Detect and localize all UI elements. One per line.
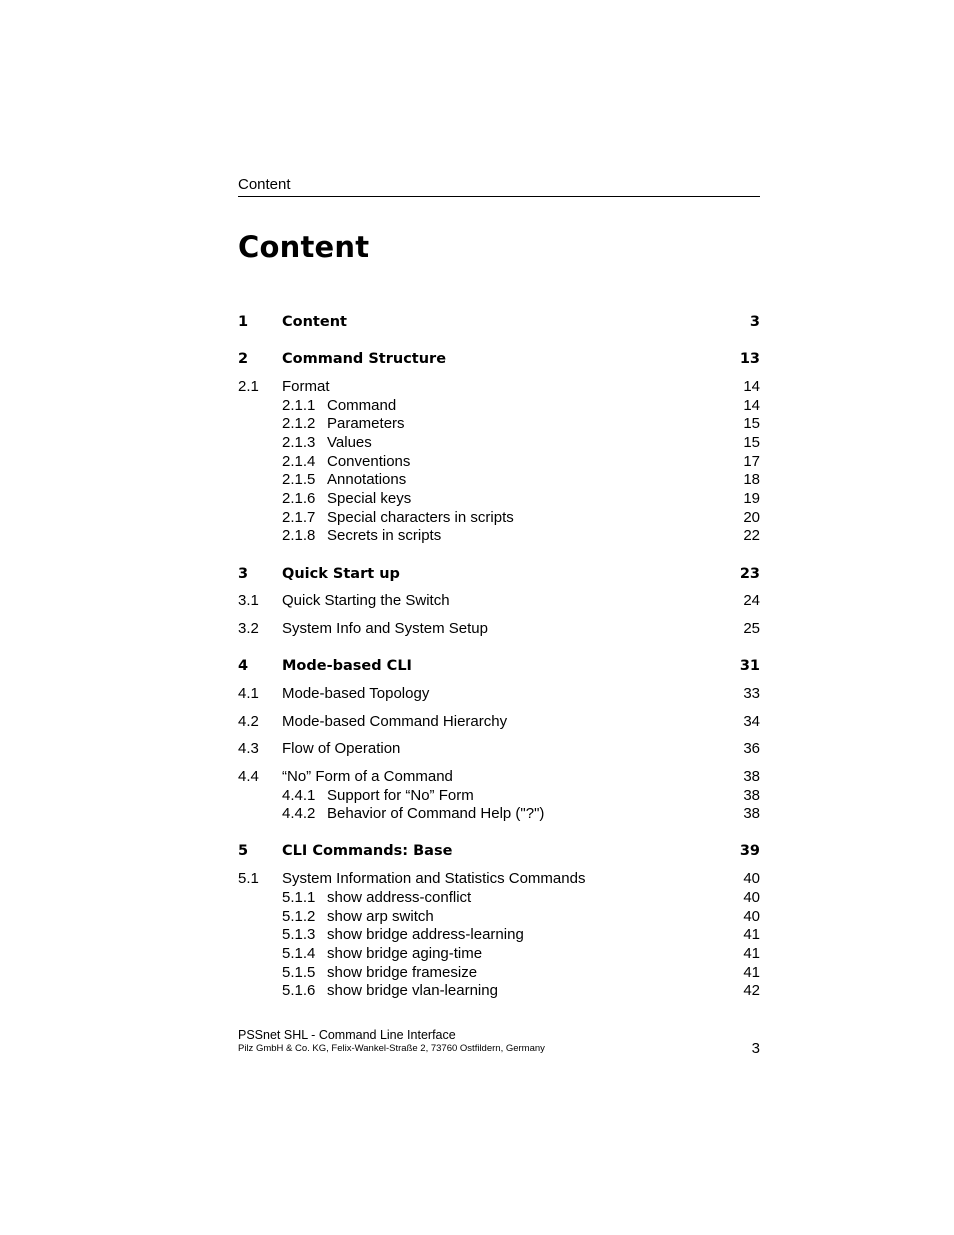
toc-entry-page: 38 (743, 786, 760, 804)
toc-entry-number: 2.1.7 (282, 508, 316, 526)
toc-entry-sub[interactable] (238, 889, 760, 908)
toc-entry-section[interactable] (238, 713, 760, 732)
toc-entry-number: 4.4.1 (282, 786, 316, 804)
toc-entry-title: Secrets in scripts (327, 527, 442, 545)
toc-entry-title: show address-conflict (327, 888, 472, 906)
toc-entry-number: 4.2 (238, 712, 259, 730)
toc-entry-chapter[interactable] (238, 565, 760, 584)
toc-entry-title: show bridge framesize (327, 963, 478, 981)
toc-entry-page: 41 (743, 944, 760, 962)
toc-entry-title: CLI Commands: Base (282, 843, 453, 860)
toc-entry-number: 2 (238, 351, 249, 368)
toc-entry-title: Content (282, 314, 347, 330)
toc-entry-number: 2.1.5 (282, 471, 316, 489)
toc-entry-chapter[interactable] (238, 350, 760, 369)
toc-entry-title: Command (327, 396, 397, 414)
toc-entry-page: 42 (743, 982, 760, 1000)
toc-entry-page: 25 (743, 619, 760, 637)
toc-entry-section[interactable] (238, 870, 760, 889)
toc-entry-title: Flow of Operation (282, 740, 401, 758)
toc-entry-sub[interactable] (238, 397, 760, 416)
toc-entry-chapter[interactable] (238, 842, 760, 861)
toc-entry-section[interactable] (238, 685, 760, 704)
toc-entry-title: Special characters in scripts (327, 508, 514, 526)
footer-document-title: PSSnet SHL - Command Line Interface (238, 1028, 456, 1042)
toc-entry-section[interactable] (238, 592, 760, 611)
toc-entry-sub[interactable] (238, 471, 760, 490)
toc-entry-title: Special keys (327, 490, 412, 507)
toc-entry-chapter[interactable] (238, 313, 760, 332)
toc-entry-number: 5.1 (238, 870, 259, 888)
toc-entry-sub[interactable] (238, 509, 760, 528)
toc-entry-number: 4.4.2 (282, 805, 316, 823)
toc-entry-sub[interactable] (238, 527, 760, 546)
toc-entry-page: 34 (743, 712, 760, 730)
toc-entry-title: Quick Start up (282, 565, 400, 582)
toc-entry-section[interactable] (238, 620, 760, 639)
toc-entry-sub[interactable] (238, 964, 760, 983)
toc-entry-sub[interactable] (238, 787, 760, 806)
toc-entry-page: 20 (743, 508, 760, 526)
toc-entry-number: 2.1.3 (282, 433, 316, 451)
toc-entry-title: Mode-based Command Hierarchy (282, 712, 508, 730)
toc-entry-sub[interactable] (238, 982, 760, 1001)
toc-entry-title: Values (327, 433, 372, 451)
toc-entry-title: show bridge aging-time (327, 944, 483, 962)
toc-entry-number: 2.1.6 (282, 490, 316, 507)
toc-entry-number: 5.1.5 (282, 963, 316, 981)
toc-entry-title: Mode-based CLI (282, 658, 412, 675)
toc-entry-number: 4 (238, 658, 249, 675)
toc-entry-page: 24 (743, 592, 760, 610)
toc-entry-title: Annotations (327, 471, 407, 489)
toc-entry-number: 3 (238, 565, 249, 582)
header-rule (238, 196, 760, 197)
toc-entry-page: 15 (743, 415, 760, 433)
page-footer (238, 1028, 760, 1055)
toc-entry-page: 33 (743, 684, 760, 702)
toc-entry-title: show bridge address-learning (327, 926, 524, 944)
toc-entry-page: 14 (743, 396, 760, 414)
toc-entry-title: Command Structure (282, 351, 447, 368)
toc-entry-page: 14 (743, 377, 760, 395)
toc-entry-sub[interactable] (238, 926, 760, 945)
toc-entry-number: 5.1.4 (282, 944, 316, 962)
toc-entry-title: Support for “No” Form (327, 786, 474, 804)
toc-entry-chapter[interactable] (238, 657, 760, 676)
toc-entry-title: Conventions (327, 452, 411, 470)
toc-entry-page: 15 (743, 433, 760, 451)
toc-entry-number: 5.1.2 (282, 907, 316, 925)
toc-entry-title: System Information and Statistics Commands (282, 870, 586, 888)
footer-address: Pilz GmbH & Co. KG, Felix-Wankel-Straße 2, 73760 Ostfildern, Germany (238, 1043, 545, 1054)
toc-entry-number: 5.1.1 (282, 888, 316, 906)
toc-entry-sub[interactable] (238, 434, 760, 453)
toc-entry-sub[interactable] (238, 908, 760, 927)
toc-entry-section[interactable] (238, 740, 760, 759)
toc-entry-page: 40 (743, 870, 760, 888)
toc-entry-page: 13 (739, 351, 760, 368)
toc-entry-number: 1 (238, 314, 249, 330)
toc-entry-number: 5.1.3 (282, 926, 316, 944)
toc-entry-sub[interactable] (238, 453, 760, 472)
toc-entry-page: 39 (739, 843, 760, 860)
toc-entry-sub[interactable] (238, 945, 760, 964)
toc-entry-page: 41 (743, 963, 760, 981)
toc-entry-number: 5.1.6 (282, 982, 316, 1000)
toc-entry-number: 2.1.1 (282, 396, 316, 414)
toc-entry-number: 5 (238, 843, 249, 860)
toc-entry-page: 38 (743, 767, 760, 785)
toc-entry-title: System Info and System Setup (282, 619, 488, 637)
toc-entry-page: 23 (739, 565, 760, 582)
toc-entry-number: 2.1 (238, 377, 259, 395)
toc-entry-page: 40 (743, 907, 760, 925)
toc-entry-number: 2.1.4 (282, 452, 316, 470)
toc-entry-title: Parameters (327, 415, 405, 433)
footer-page-number: 3 (751, 1040, 760, 1057)
toc-entry-title: “No” Form of a Command (282, 767, 453, 785)
toc-entry-section[interactable] (238, 378, 760, 397)
toc-entry-page: 22 (743, 527, 760, 545)
toc-entry-title: show bridge vlan-learning (327, 982, 498, 1000)
toc-entry-number: 3.2 (238, 619, 259, 637)
toc-entry-page: 18 (743, 471, 760, 489)
toc-entry-sub[interactable] (238, 490, 760, 509)
toc-entry-number: 3.1 (238, 592, 259, 610)
toc-entry-title: Format (282, 377, 330, 395)
toc-entry-page: 19 (743, 490, 760, 507)
toc-entry-page: 41 (743, 926, 760, 944)
toc-entry-sub[interactable] (238, 805, 760, 824)
toc-entry-page: 36 (743, 740, 760, 758)
toc-entry-title: show arp switch (327, 907, 434, 925)
document-page (238, 0, 760, 1235)
toc-entry-number: 4.4 (238, 767, 259, 785)
toc-entry-title: Behavior of Command Help ("?") (327, 805, 545, 823)
toc-entry-page: 17 (743, 452, 760, 470)
toc-entry-title: Mode-based Topology (282, 684, 430, 702)
toc-entry-sub[interactable] (238, 415, 760, 434)
toc-entry-number: 2.1.8 (282, 527, 316, 545)
toc-entry-number: 4.1 (238, 684, 259, 702)
toc-entry-title: Quick Starting the Switch (282, 592, 450, 610)
toc-entry-number: 2.1.2 (282, 415, 316, 433)
toc-entry-section[interactable] (238, 768, 760, 787)
toc-entry-page: 40 (743, 888, 760, 906)
toc-entry-page: 31 (739, 658, 760, 675)
page-title: Content (238, 230, 370, 264)
toc-entry-page: 3 (749, 314, 760, 330)
toc-entry-page: 38 (743, 805, 760, 823)
toc-entry-number: 4.3 (238, 740, 259, 758)
running-header: Content (238, 176, 291, 193)
table-of-contents (238, 313, 760, 1001)
